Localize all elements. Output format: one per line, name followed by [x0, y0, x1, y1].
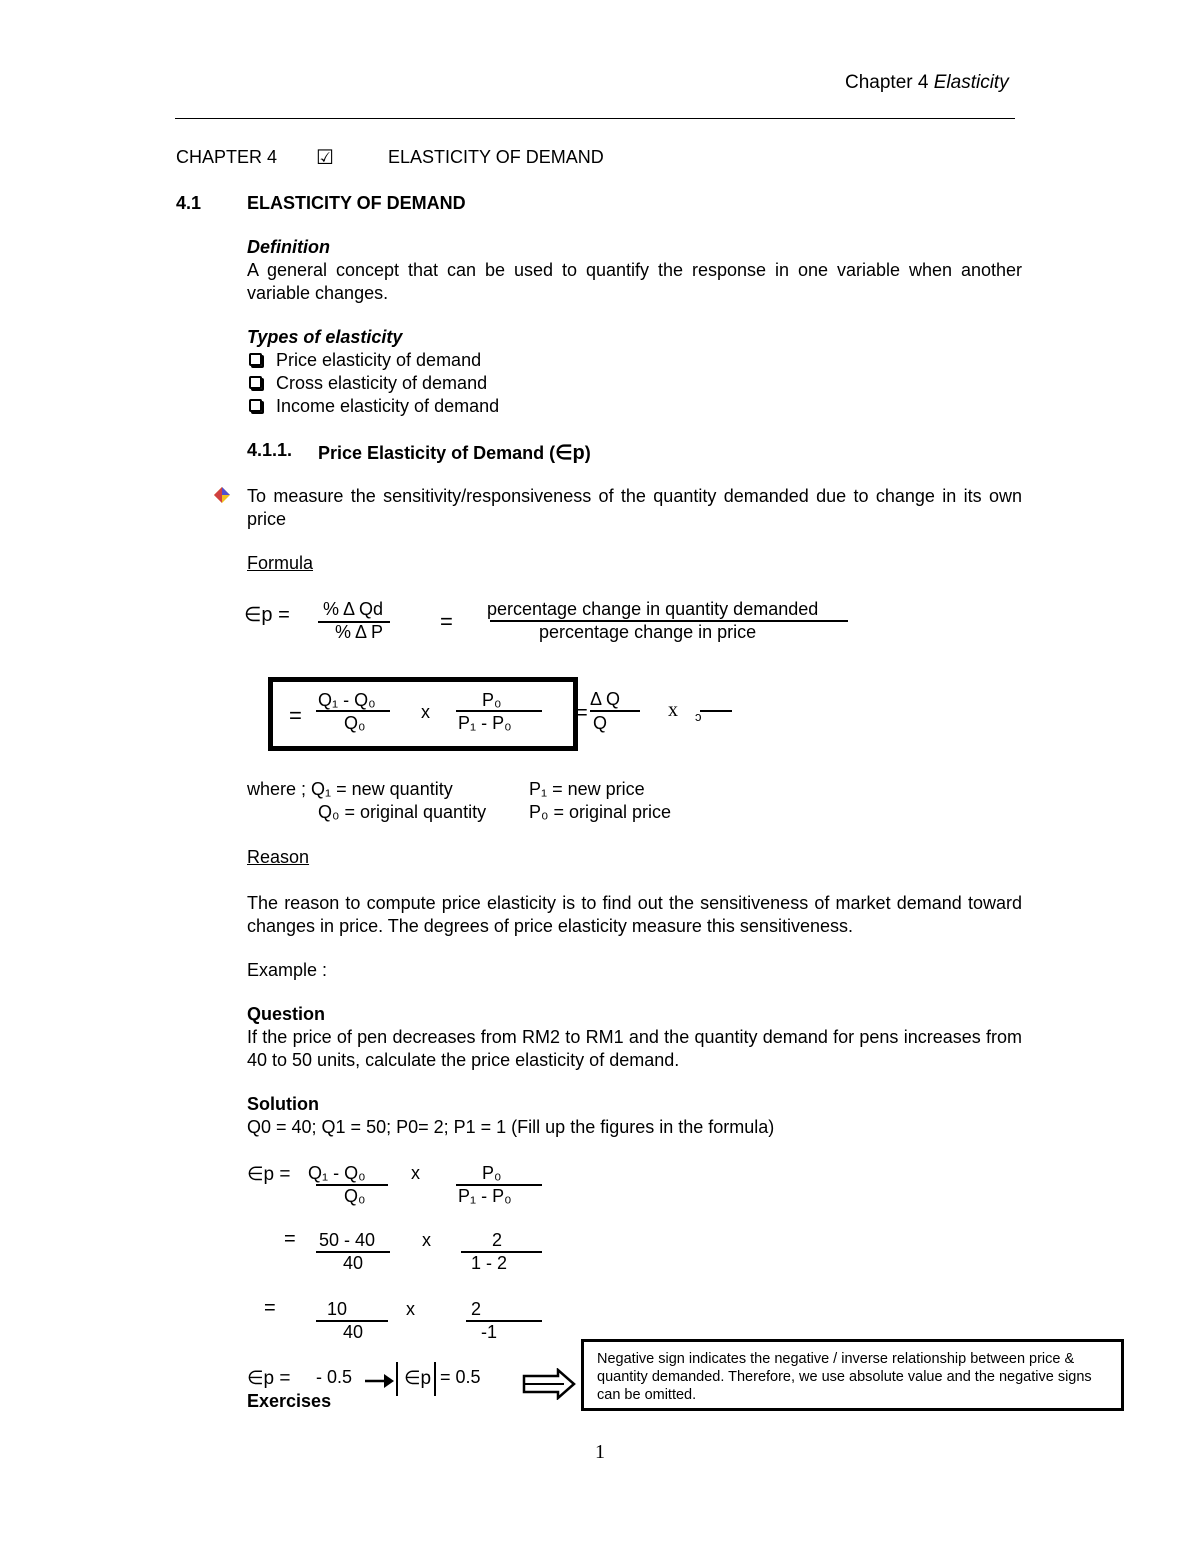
alt-eq: =	[576, 702, 588, 724]
calc-s3-pden: -1	[481, 1322, 498, 1342]
subsection-number: 4.1.1.	[247, 440, 293, 460]
exercises-heading: Exercises	[247, 1391, 332, 1411]
alt-frag: ɔ	[695, 709, 702, 724]
where-q0: Q₀ = original quantity	[318, 802, 487, 822]
checkbox-bullet-icon	[249, 353, 262, 366]
reason-heading: Reason	[247, 847, 310, 867]
note-text: Negative sign indicates the negative / inverse relationship between price & quantity demanded. Therefore, we use absolute value and the negative signs can be omitted.	[597, 1351, 1092, 1403]
definition-text: A general concept that can be used to quantify the response in one variable when another variable changes.	[247, 260, 1022, 303]
where-prefix: where ;	[247, 779, 307, 799]
alt-line-2	[700, 710, 732, 712]
box-p-den: P₁ - P₀	[458, 713, 512, 733]
calc-s2-x: x	[422, 1230, 431, 1250]
chapter-label: CHAPTER 4	[176, 147, 278, 167]
double-arrow-icon	[522, 1368, 576, 1400]
calc-s1-den: Q₀	[344, 1186, 366, 1206]
types-item-label: Income elasticity of demand	[276, 396, 500, 416]
calc-s3-den: 40	[343, 1322, 364, 1342]
solution-values: Q0 = 40; Q1 = 50; P0= 2; P1 = 1 (Fill up the figures in the formula)	[247, 1117, 775, 1137]
types-item-3	[249, 396, 499, 417]
where-q1	[247, 779, 453, 800]
note-box	[581, 1339, 1124, 1411]
calc-s2-den: 40	[343, 1253, 364, 1273]
calc-s3-pline	[466, 1320, 542, 1322]
chapter-title: ELASTICITY OF DEMAND	[388, 147, 604, 167]
question-heading: Question	[247, 1004, 326, 1024]
calc-s2-num: 50 - 40	[319, 1230, 376, 1250]
checkbox-bullet-icon	[249, 376, 262, 389]
reason-text: The reason to compute price elasticity is to find out the sensitiveness of market demand toward changes in price. The degrees of price elasticity measure this sensitiveness.	[247, 893, 1022, 936]
types-item-2	[249, 373, 487, 394]
abs-value: = 0.5	[440, 1367, 481, 1387]
definition-heading: Definition	[247, 237, 330, 257]
formula-num: % Δ Qd	[323, 599, 384, 619]
formula-word-den: percentage change in price	[539, 622, 757, 642]
where-p0: P₀ = original price	[529, 802, 672, 822]
box-times: x	[421, 702, 430, 722]
calc-s3-pnum: 2	[471, 1299, 482, 1319]
header-topic: Elasticity	[933, 72, 1009, 93]
page-number: 1	[595, 1441, 605, 1463]
arrow-right-icon	[364, 1371, 396, 1391]
alt-line	[590, 710, 640, 712]
abs-bar-left	[396, 1362, 398, 1396]
formula-word-num: percentage change in quantity demanded	[487, 599, 819, 619]
running-header	[845, 72, 1009, 94]
calc-s1-pden: P₁ - P₀	[458, 1186, 512, 1206]
formula-den: % Δ P	[335, 622, 384, 642]
alt-times: x	[668, 699, 678, 721]
abs-ep: ∈p	[404, 1368, 432, 1389]
calc-s1-x: x	[411, 1163, 420, 1183]
box-p-num: P₀	[482, 690, 502, 710]
calc-s3-eq: =	[264, 1297, 276, 1319]
box-eq: =	[289, 703, 302, 728]
section-title: ELASTICITY OF DEMAND	[247, 193, 466, 213]
box-p-line	[456, 710, 542, 712]
alt-num: Δ Q	[590, 689, 621, 709]
alt-den: Q	[593, 713, 608, 733]
formula-heading: Formula	[247, 553, 314, 573]
formula-ep: ∈p =	[244, 604, 290, 626]
subsection-title-text: Price Elasticity of Demand (	[318, 443, 556, 463]
epsilon-symbol: ∈p	[555, 442, 585, 464]
formula-eq: =	[440, 609, 453, 634]
section-number: 4.1	[176, 193, 202, 213]
types-item-label: Price elasticity of demand	[276, 350, 482, 370]
box-q-den: Q₀	[344, 713, 366, 733]
where-p1: P₁ = new price	[529, 779, 645, 799]
solution-heading: Solution	[247, 1094, 319, 1114]
checkbox-bullet-icon	[249, 399, 262, 412]
subsection-close: )	[584, 443, 591, 463]
abs-bar-right	[434, 1362, 436, 1396]
subsection-title	[318, 440, 591, 465]
calc-s2-pnum: 2	[492, 1230, 503, 1250]
calc-ep: ∈p =	[247, 1164, 291, 1185]
result-value: - 0.5	[316, 1367, 353, 1387]
diamond-bullet-icon	[212, 486, 232, 504]
checkbox-icon: ☑	[316, 147, 334, 169]
example-label: Example :	[247, 960, 328, 980]
header-chapter: Chapter 4	[845, 72, 929, 93]
calc-s1-pnum: P₀	[482, 1163, 502, 1183]
calc-s2-eq: =	[284, 1228, 296, 1250]
calc-s2-pden: 1 - 2	[471, 1253, 508, 1273]
types-heading: Types of elasticity	[247, 327, 403, 347]
header-rule	[175, 118, 1015, 119]
calc-s3-x: x	[406, 1299, 415, 1319]
calc-s1-num: Q₁ - Q₀	[308, 1163, 366, 1183]
purpose-text: To measure the sensitivity/responsiveness of the quantity demanded due to change in its own price	[247, 486, 1022, 529]
types-item-1	[249, 350, 481, 371]
box-q-num: Q₁ - Q₀	[318, 690, 376, 710]
question-text: If the price of pen decreases from RM2 to RM1 and the quantity demand for pens increases from 40 to 50 units, calculate the price elasticity of demand.	[247, 1027, 1022, 1070]
calc-s3-num: 10	[327, 1299, 348, 1319]
box-q-line	[316, 710, 390, 712]
where-q1-text: Q₁ = new quantity	[311, 779, 453, 799]
result-ep: ∈p =	[247, 1368, 291, 1389]
types-item-label: Cross elasticity of demand	[276, 373, 488, 393]
